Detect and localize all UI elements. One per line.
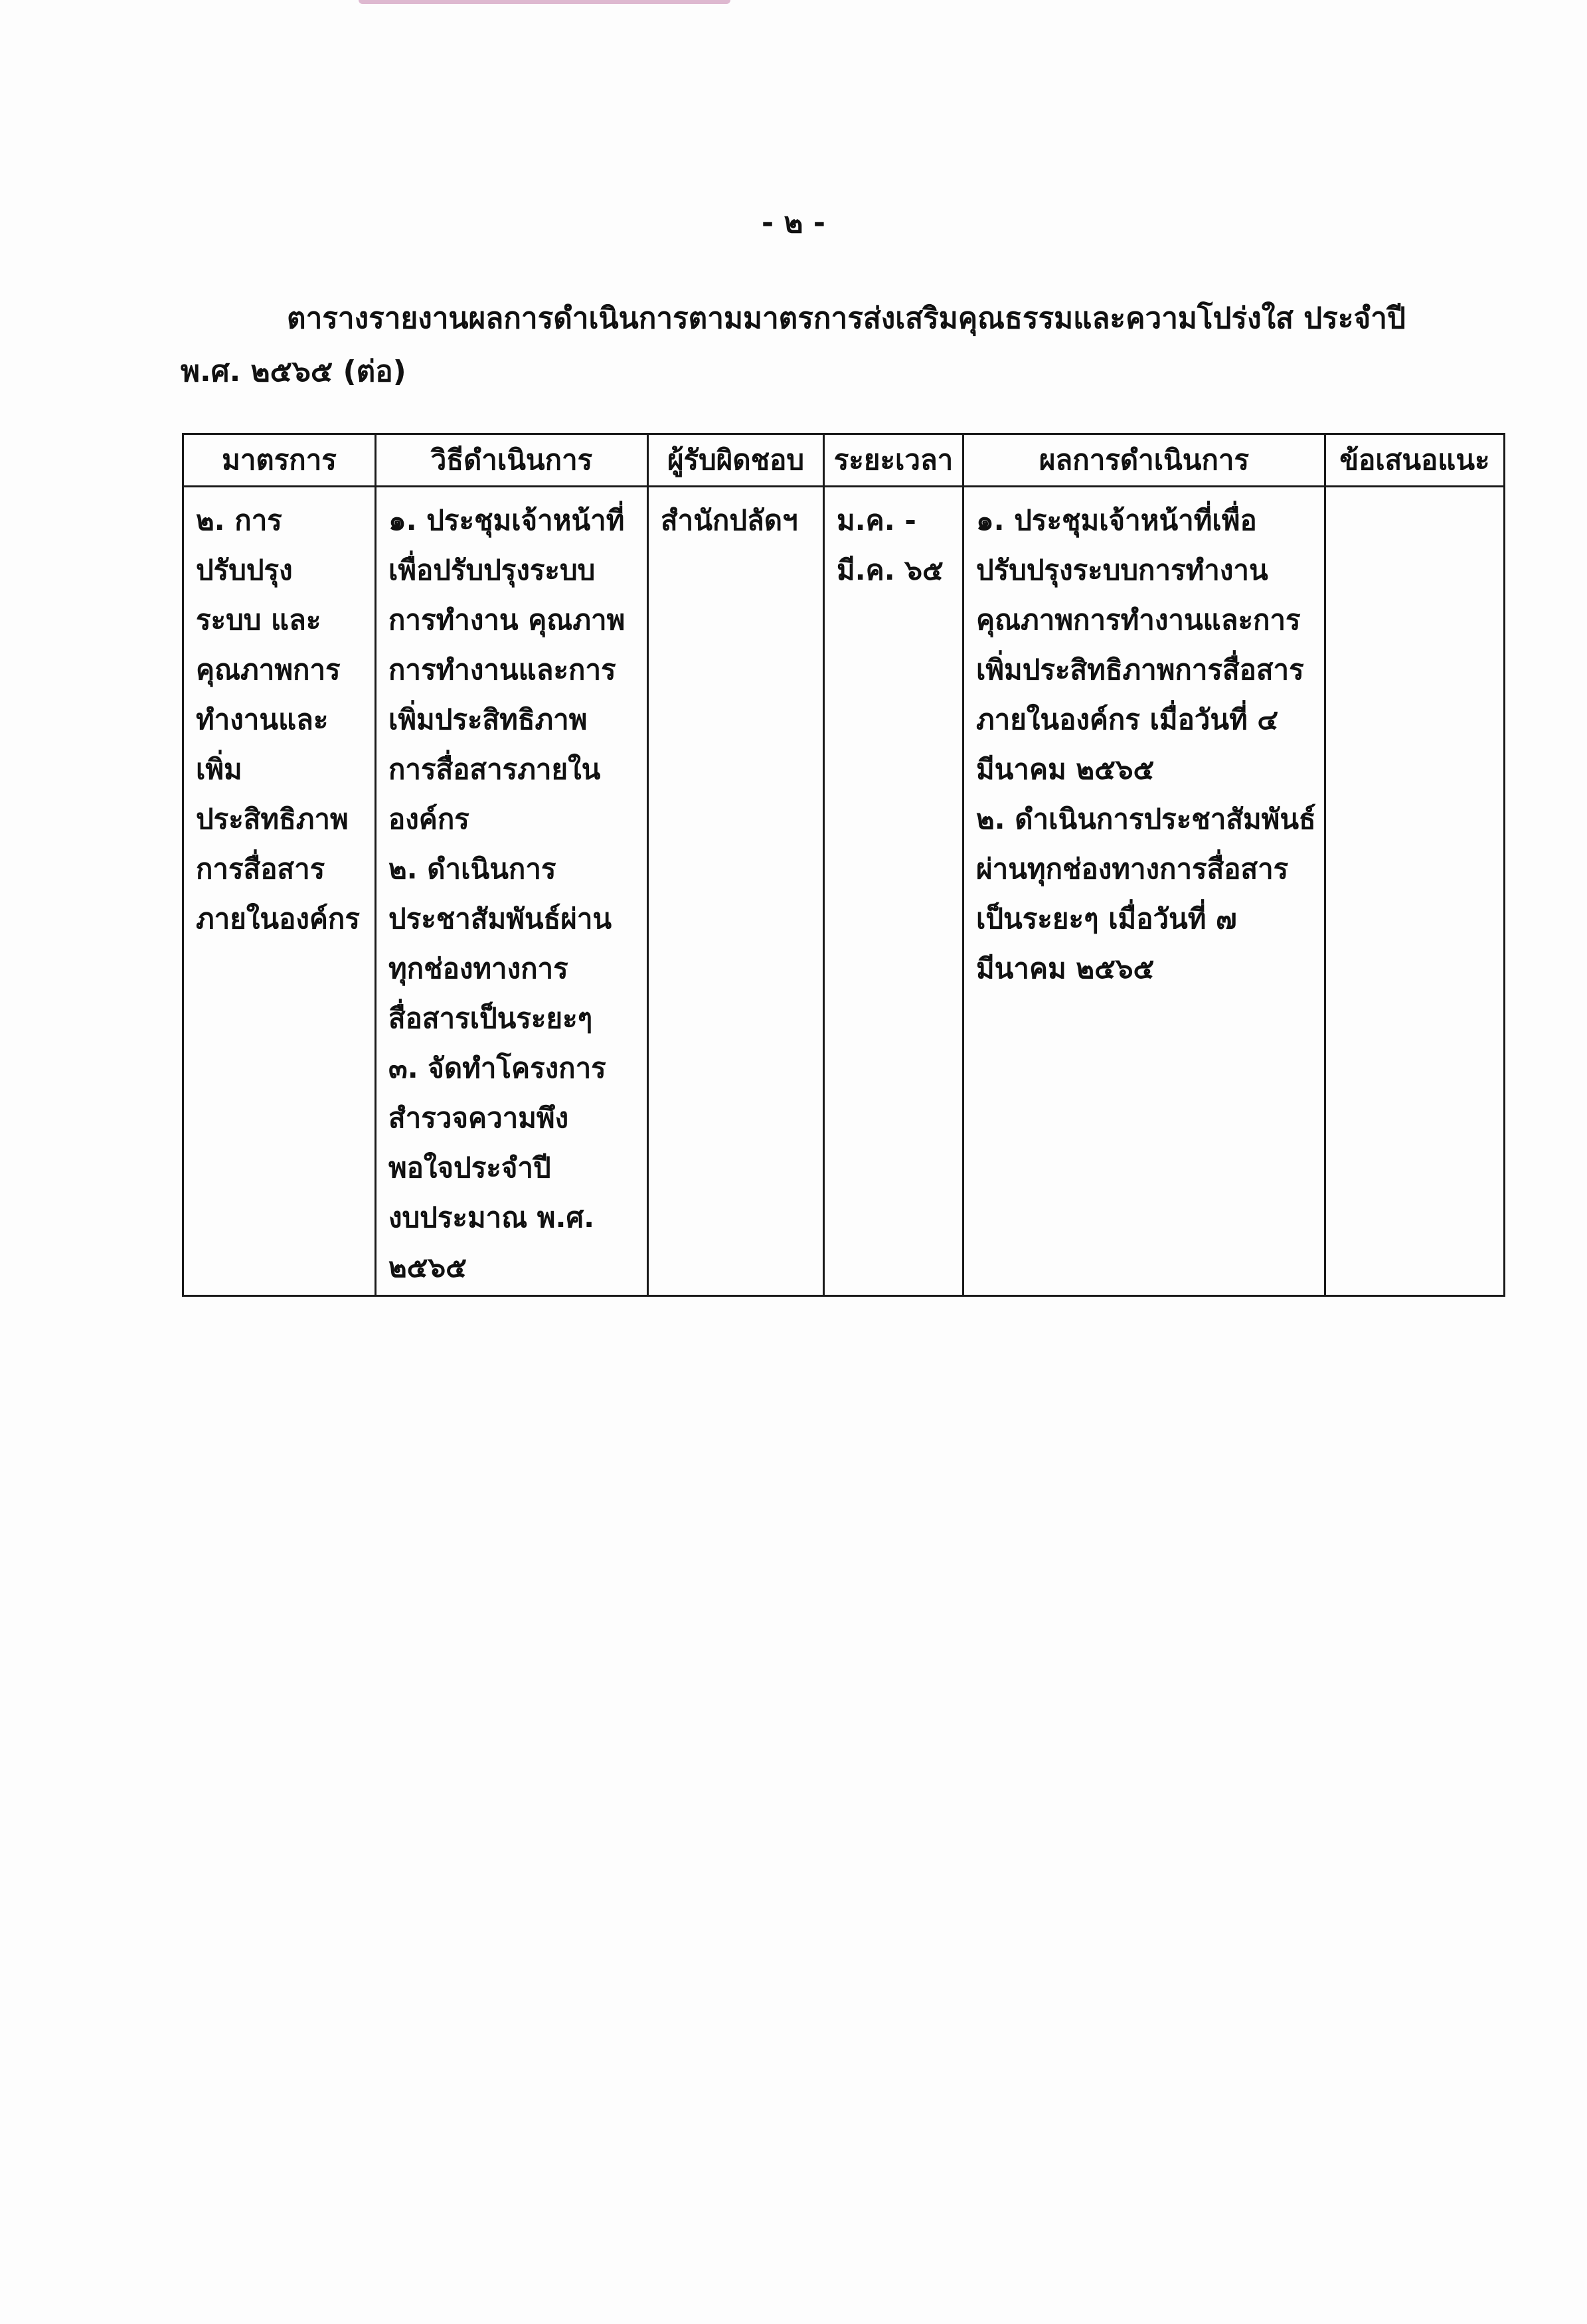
text-line: มีนาคม ๒๕๖๕ — [976, 753, 1155, 786]
cell-period — [824, 487, 963, 1296]
text-line: เพิ่ม — [196, 753, 242, 786]
cell-suggestion — [1325, 487, 1505, 1296]
text-line: การทำงานและการ — [388, 653, 616, 686]
header-method: วิธีดำเนินการ — [376, 434, 648, 487]
text-line: งบประมาณ พ.ศ. — [388, 1201, 595, 1234]
text-line: เพื่อปรับปรุงระบบ — [388, 554, 596, 586]
text-line: เพิ่มประสิทธิภาพ — [388, 703, 588, 736]
cell-result — [963, 487, 1325, 1296]
header-measure: มาตรการ — [183, 434, 376, 487]
text-line: ทำงานและ — [196, 703, 329, 736]
text-line: การสื่อสาร — [196, 853, 325, 885]
text-line: พอใจประจำปี — [388, 1151, 551, 1184]
text-line: มีนาคม ๒๕๖๕ — [976, 952, 1155, 985]
text-line: สำนักปลัดฯ — [661, 504, 798, 537]
text-line: สื่อสารเป็นระยะๆ — [388, 1002, 593, 1035]
text-line: ๑. ประชุมเจ้าหน้าที่เพื่อ — [976, 504, 1257, 537]
header-suggestion: ข้อเสนอแนะ — [1325, 434, 1505, 487]
report-table — [182, 433, 1505, 1297]
text-line: ประชาสัมพันธ์ผ่าน — [388, 902, 612, 935]
table-row — [183, 487, 1505, 1296]
text-line: เพิ่มประสิทธิภาพการสื่อสาร — [976, 653, 1304, 686]
text-line: คุณภาพการทำงานและการ — [976, 604, 1301, 636]
text-line: การทำงาน คุณภาพ — [388, 604, 626, 636]
text-line: ปรับปรุง — [196, 554, 293, 586]
text-line: ประสิทธิภาพ — [196, 803, 349, 835]
text-line: ๒๕๖๕ — [388, 1251, 467, 1284]
text-line: ๒. ดำเนินการ — [388, 853, 556, 885]
text-line: ผ่านทุกช่องทางการสื่อสาร — [976, 853, 1289, 885]
cell-measure — [183, 487, 376, 1296]
table-title: ตารางรายงานผลการดำเนินการตามมาตรการส่งเสริมคุณธรรมและความโปร่งใส ประจำปี พ.ศ. ๒๕๖๕ (ต่อ) — [181, 301, 1406, 388]
text-line: เป็นระยะๆ เมื่อวันที่ ๗ — [976, 902, 1237, 935]
text-line: สำรวจความพึง — [388, 1102, 569, 1134]
text-line: ระบบ และ — [196, 604, 321, 636]
text-line: ม.ค. - — [837, 504, 916, 537]
text-line: ทุกช่องทางการ — [388, 952, 568, 985]
top-edge-mark — [359, 0, 730, 4]
text-line: ๑. ประชุมเจ้าหน้าที่ — [388, 504, 625, 537]
text-line: คุณภาพการ — [196, 653, 341, 686]
cell-method — [376, 487, 648, 1296]
text-line: ปรับปรุงระบบการทำงาน — [976, 554, 1268, 586]
text-line: ๓. จัดทำโครงการ — [388, 1052, 606, 1084]
text-line: ๒. ดำเนินการประชาสัมพันธ์ — [976, 803, 1316, 835]
text-line: มี.ค. ๖๕ — [837, 554, 944, 586]
text-line: การสื่อสารภายใน — [388, 753, 601, 786]
header-result: ผลการดำเนินการ — [963, 434, 1325, 487]
text-line: ภายในองค์กร เมื่อวันที่ ๔ — [976, 703, 1279, 736]
text-line: ภายในองค์กร — [196, 902, 360, 935]
table-header-row — [183, 434, 1505, 487]
header-period: ระยะเวลา — [824, 434, 963, 487]
page-number: - ๒ - — [761, 206, 826, 240]
text-line: องค์กร — [388, 803, 469, 835]
cell-responsible — [648, 487, 824, 1296]
text-line: ๒. การ — [196, 504, 282, 537]
header-responsible: ผู้รับผิดชอบ — [648, 434, 824, 487]
